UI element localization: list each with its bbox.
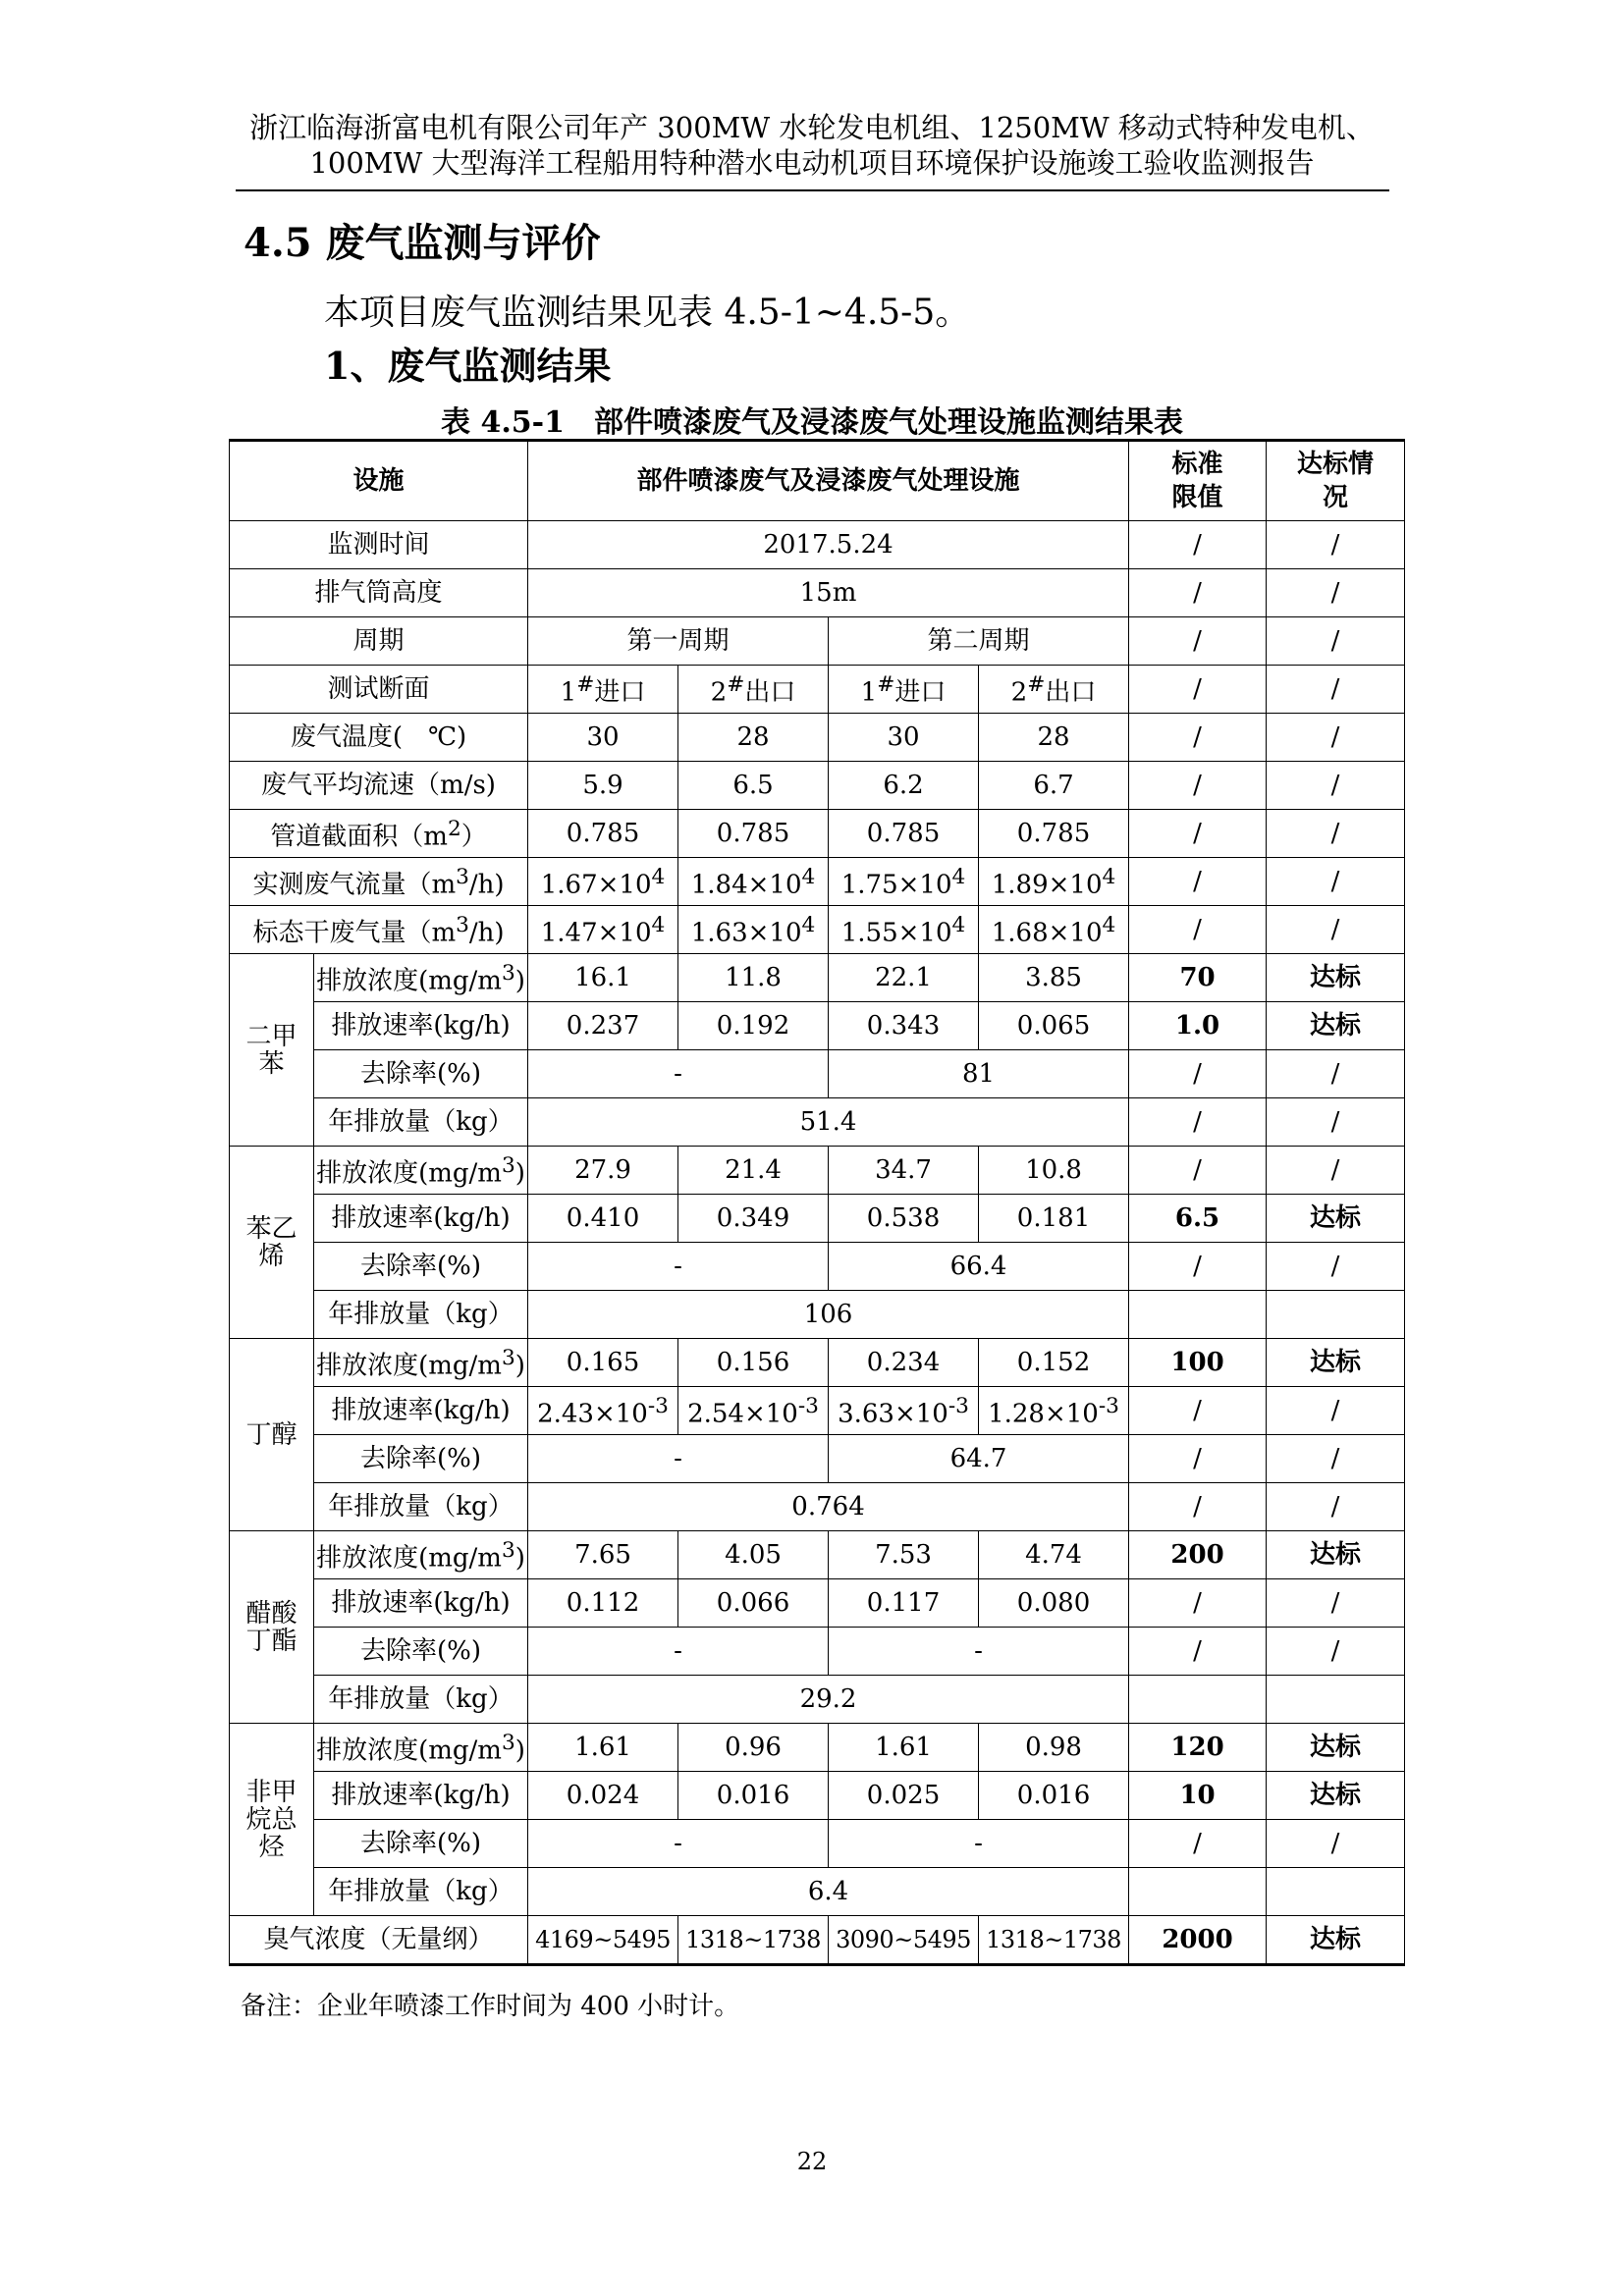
table-cell: / <box>1267 1147 1405 1195</box>
table-cell: / <box>1129 1050 1267 1098</box>
table-cell: $1.28\times 10^{-3}$ <box>979 1387 1129 1435</box>
table-row <box>230 1483 1405 1531</box>
table-cell: 年排放量（kg） <box>314 1868 528 1916</box>
table-cell: / <box>1129 1098 1267 1147</box>
table-row <box>230 1724 1405 1772</box>
table-cell: 0.98 <box>979 1724 1129 1772</box>
table-row <box>230 1339 1405 1387</box>
row-label-actual-flow: 实测废气流量$(m^3/h)$ <box>230 858 528 906</box>
table-cell: 0.156 <box>678 1339 829 1387</box>
table-cell: - <box>528 1243 829 1291</box>
table-cell <box>1267 1676 1405 1724</box>
table-cell: / <box>1267 521 1405 569</box>
table-cell: - <box>528 1435 829 1483</box>
table-cell: 去除率(%) <box>314 1435 528 1483</box>
row-label-area: 管道截面积$(m^2)$ <box>230 810 528 858</box>
table-cell: 51.4 <box>528 1098 1129 1147</box>
table-cell: 0.192 <box>678 1002 829 1050</box>
table-cell: 去除率(%) <box>314 1243 528 1291</box>
table-cell: 去除率(%) <box>314 1820 528 1868</box>
table-cell: 5.9 <box>528 762 678 810</box>
table-cell: 30 <box>829 714 979 762</box>
table-cell: 0.112 <box>528 1579 678 1628</box>
table-cell: / <box>1129 666 1267 714</box>
table-cell: 29.2 <box>528 1676 1129 1724</box>
monitoring-results-table <box>229 439 1405 1966</box>
table-cell: 22.1 <box>829 954 979 1002</box>
table-cell: 排放浓度$(mg/m^3)$ <box>314 1724 528 1772</box>
table-row <box>230 1291 1405 1339</box>
table-cell: 0.117 <box>829 1579 979 1628</box>
table-cell: 10 <box>1129 1772 1267 1820</box>
table-cell: 106 <box>528 1291 1129 1339</box>
table-cell: 第一周期 <box>528 617 829 666</box>
table-cell: / <box>1129 762 1267 810</box>
table-cell: 0.764 <box>528 1483 1129 1531</box>
table-cell: 4.74 <box>979 1531 1129 1579</box>
table-cell: / <box>1267 1387 1405 1435</box>
table-cell: 2017.5.24 <box>528 521 1129 569</box>
table-cell: 4.05 <box>678 1531 829 1579</box>
table-cell: - <box>528 1050 829 1098</box>
table-cell: 7.53 <box>829 1531 979 1579</box>
table-cell: / <box>1129 1820 1267 1868</box>
header-facility: 设施 <box>230 441 528 521</box>
table-row <box>230 1147 1405 1195</box>
table-cell: 达标 <box>1267 1195 1405 1243</box>
table-caption: 表 4.5-1 部件喷漆废气及浸漆废气处理设施监测结果表 <box>441 405 1183 440</box>
table-cell: 1#进口 <box>528 666 678 714</box>
table-cell: 0.066 <box>678 1579 829 1628</box>
table-cell: 1318~1738 <box>979 1916 1129 1965</box>
row-label-stack-height: 排气筒高度 <box>230 569 528 617</box>
table-cell: 1.0 <box>1129 1002 1267 1050</box>
table-cell: $3.63\times 10^{-3}$ <box>829 1387 979 1435</box>
table-cell: 排放速率(kg/h) <box>314 1772 528 1820</box>
table-cell: 27.9 <box>528 1147 678 1195</box>
table-cell: 0.785 <box>678 810 829 858</box>
intro-paragraph: 本项目废气监测结果见表 4.5-1~4.5-5。 <box>324 293 971 333</box>
subsection-title: 1、废气监测结果 <box>324 344 612 388</box>
table-cell: 0.538 <box>829 1195 979 1243</box>
table-row <box>230 1820 1405 1868</box>
table-cell: $2.43\times 10^{-3}$ <box>528 1387 678 1435</box>
table-cell: 6.5 <box>1129 1195 1267 1243</box>
table-cell: / <box>1129 1579 1267 1628</box>
table-cell: / <box>1129 858 1267 906</box>
table-row <box>230 569 1405 617</box>
table-cell: $1.68\times 10^4$ <box>979 906 1129 954</box>
table-cell: 0.025 <box>829 1772 979 1820</box>
table-cell: 15m <box>528 569 1129 617</box>
row-label-temperature: 废气温度( ℃) <box>230 714 528 762</box>
table-cell: 1.61 <box>829 1724 979 1772</box>
pollutant-styrene: 苯乙 烯 <box>230 1147 314 1339</box>
table-row <box>230 762 1405 810</box>
pollutant-nmhc: 非甲 烷总 烃 <box>230 1724 314 1916</box>
table-cell: 1.61 <box>528 1724 678 1772</box>
header-rule <box>236 189 1389 191</box>
table-cell: 0.080 <box>979 1579 1129 1628</box>
table-cell <box>1267 1868 1405 1916</box>
table-cell: 6.5 <box>678 762 829 810</box>
table-row <box>230 1916 1405 1965</box>
table-cell: 排放浓度$(mg/m^3)$ <box>314 954 528 1002</box>
table-cell: / <box>1267 1243 1405 1291</box>
table-cell: 排放浓度$(mg/m^3)$ <box>314 1531 528 1579</box>
table-cell: 0.343 <box>829 1002 979 1050</box>
table-cell: / <box>1129 1147 1267 1195</box>
table-row <box>230 1387 1405 1435</box>
table-cell: 年排放量（kg） <box>314 1291 528 1339</box>
table-cell: 0.181 <box>979 1195 1129 1243</box>
row-label-period: 周期 <box>230 617 528 666</box>
header-standard-limit: 标准 限值 <box>1129 441 1267 521</box>
table-cell: 年排放量（kg） <box>314 1676 528 1724</box>
table-cell: 81 <box>829 1050 1129 1098</box>
table-cell: / <box>1129 1243 1267 1291</box>
table-cell: 11.8 <box>678 954 829 1002</box>
header-line-1: 浙江临海浙富电机有限公司年产 300MW 水轮发电机组、1250MW 移动式特种发电机、 <box>249 111 1375 144</box>
table-cell: 28 <box>979 714 1129 762</box>
table-cell: 7.65 <box>528 1531 678 1579</box>
table-cell: / <box>1267 762 1405 810</box>
table-cell: - <box>528 1820 829 1868</box>
table-cell: 30 <box>528 714 678 762</box>
table-note: 备注：企业年喷漆工作时间为 400 小时计。 <box>241 1992 740 2021</box>
table-header-row <box>230 441 1405 521</box>
table-cell: 21.4 <box>678 1147 829 1195</box>
table-cell: 排放速率(kg/h) <box>314 1002 528 1050</box>
table-cell: 6.4 <box>528 1868 1129 1916</box>
table-cell: 0.016 <box>678 1772 829 1820</box>
table-cell: / <box>1129 1628 1267 1676</box>
table-cell: 0.152 <box>979 1339 1129 1387</box>
table-cell: 120 <box>1129 1724 1267 1772</box>
table-cell: 0.234 <box>829 1339 979 1387</box>
table-cell: / <box>1267 906 1405 954</box>
table-cell: / <box>1267 666 1405 714</box>
table-cell: 64.7 <box>829 1435 1129 1483</box>
table-row <box>230 906 1405 954</box>
table-cell: / <box>1129 521 1267 569</box>
table-row <box>230 1628 1405 1676</box>
table-cell: 0.349 <box>678 1195 829 1243</box>
table-cell: $1.84\times 10^4$ <box>678 858 829 906</box>
table-row <box>230 1868 1405 1916</box>
table-cell: - <box>528 1628 829 1676</box>
table-cell: / <box>1129 1387 1267 1435</box>
table-cell: / <box>1267 1628 1405 1676</box>
section-title: 4.5 废气监测与评价 <box>244 220 601 266</box>
table-cell: 4169~5495 <box>528 1916 678 1965</box>
table-cell: 达标 <box>1267 1002 1405 1050</box>
table-cell: 排放速率(kg/h) <box>314 1195 528 1243</box>
table-row <box>230 714 1405 762</box>
table-cell: 达标 <box>1267 1724 1405 1772</box>
table-cell: 100 <box>1129 1339 1267 1387</box>
header-compliance: 达标情 况 <box>1267 441 1405 521</box>
table-cell: $1.67\times 10^4$ <box>528 858 678 906</box>
table-row <box>230 1676 1405 1724</box>
row-label-odor: 臭气浓度（无量纲） <box>230 1916 528 1965</box>
table-cell: 去除率(%) <box>314 1628 528 1676</box>
table-cell: 达标 <box>1267 954 1405 1002</box>
table-cell: $2.54\times 10^{-3}$ <box>678 1387 829 1435</box>
table-cell: / <box>1267 617 1405 666</box>
table-cell: 0.024 <box>528 1772 678 1820</box>
table-row <box>230 617 1405 666</box>
table-cell: 排放速率(kg/h) <box>314 1579 528 1628</box>
table-cell: 2000 <box>1129 1916 1267 1965</box>
table-row <box>230 1579 1405 1628</box>
table-cell: / <box>1267 1050 1405 1098</box>
table-cell <box>1129 1291 1267 1339</box>
table-cell: / <box>1129 569 1267 617</box>
table-cell <box>1267 1291 1405 1339</box>
table-cell: 1318~1738 <box>678 1916 829 1965</box>
table-cell: 2#出口 <box>678 666 829 714</box>
table-row <box>230 1050 1405 1098</box>
table-cell: $1.47\times 10^4$ <box>528 906 678 954</box>
table-row <box>230 1002 1405 1050</box>
table-cell: 达标 <box>1267 1339 1405 1387</box>
table-cell: 达标 <box>1267 1916 1405 1965</box>
table-cell: 3090~5495 <box>829 1916 979 1965</box>
table-cell: $1.55\times 10^4$ <box>829 906 979 954</box>
table-cell: / <box>1267 1579 1405 1628</box>
table-cell: / <box>1267 810 1405 858</box>
table-cell: / <box>1267 1483 1405 1531</box>
table-cell <box>1129 1676 1267 1724</box>
table-row <box>230 1243 1405 1291</box>
table-cell: 排放浓度$(mg/m^3)$ <box>314 1339 528 1387</box>
table-row <box>230 666 1405 714</box>
table-cell: 3.85 <box>979 954 1129 1002</box>
table-cell: 10.8 <box>979 1147 1129 1195</box>
table-cell: 28 <box>678 714 829 762</box>
table-cell: 0.785 <box>528 810 678 858</box>
table-row <box>230 521 1405 569</box>
table-cell: 34.7 <box>829 1147 979 1195</box>
table-cell: 16.1 <box>528 954 678 1002</box>
table-cell: 0.165 <box>528 1339 678 1387</box>
row-label-std-flow: 标态干废气量$(m^3/h)$ <box>230 906 528 954</box>
table-cell: 达标 <box>1267 1772 1405 1820</box>
table-row <box>230 1435 1405 1483</box>
table-cell <box>1129 1868 1267 1916</box>
table-cell: $1.89\times 10^4$ <box>979 858 1129 906</box>
pollutant-butanol: 丁醇 <box>230 1339 314 1531</box>
pollutant-xylene: 二甲 苯 <box>230 954 314 1147</box>
table-cell: $1.63\times 10^4$ <box>678 906 829 954</box>
table-row <box>230 858 1405 906</box>
table-cell: - <box>829 1820 1129 1868</box>
table-cell: 70 <box>1129 954 1267 1002</box>
table-row <box>230 1195 1405 1243</box>
table-cell: 0.016 <box>979 1772 1129 1820</box>
table-cell: / <box>1267 1098 1405 1147</box>
page-number: 22 <box>796 2148 828 2175</box>
table-cell: / <box>1267 714 1405 762</box>
table-cell: / <box>1129 1435 1267 1483</box>
document-header <box>0 110 1624 181</box>
table-cell: 2#出口 <box>979 666 1129 714</box>
table-cell: / <box>1129 906 1267 954</box>
table-cell: 0.410 <box>528 1195 678 1243</box>
table-cell: / <box>1129 810 1267 858</box>
table-cell: 排放速率(kg/h) <box>314 1387 528 1435</box>
table-cell: 6.7 <box>979 762 1129 810</box>
table-cell: 年排放量（kg） <box>314 1483 528 1531</box>
pollutant-butyl-acetate: 醋酸 丁酯 <box>230 1531 314 1724</box>
table-cell: 0.96 <box>678 1724 829 1772</box>
table-cell: 200 <box>1129 1531 1267 1579</box>
table-row <box>230 1772 1405 1820</box>
table-cell: 6.2 <box>829 762 979 810</box>
table-cell: / <box>1267 1820 1405 1868</box>
table-row <box>230 1098 1405 1147</box>
table-cell: / <box>1267 858 1405 906</box>
table-row <box>230 810 1405 858</box>
table-cell: 去除率(%) <box>314 1050 528 1098</box>
table-cell: 0.237 <box>528 1002 678 1050</box>
table-cell: 年排放量（kg） <box>314 1098 528 1147</box>
table-cell: 排放浓度$(mg/m^3)$ <box>314 1147 528 1195</box>
table-cell: 0.785 <box>829 810 979 858</box>
table-row <box>230 954 1405 1002</box>
table-row <box>230 1531 1405 1579</box>
table-cell: - <box>829 1628 1129 1676</box>
table-cell: / <box>1129 617 1267 666</box>
table-cell: 达标 <box>1267 1531 1405 1579</box>
table-cell: $1.75\times 10^4$ <box>829 858 979 906</box>
table-cell: 第二周期 <box>829 617 1129 666</box>
table-cell: 0.065 <box>979 1002 1129 1050</box>
table-cell: / <box>1267 1435 1405 1483</box>
row-label-velocity: 废气平均流速（m/s) <box>230 762 528 810</box>
header-facility-name: 部件喷漆废气及浸漆废气处理设施 <box>528 441 1129 521</box>
table-cell: / <box>1129 1483 1267 1531</box>
header-line-2: 100MW 大型海洋工程船用特种潜水电动机项目环境保护设施竣工验收监测报告 <box>309 146 1315 180</box>
table-cell: 1#进口 <box>829 666 979 714</box>
table-cell: 0.785 <box>979 810 1129 858</box>
row-label-test-section: 测试断面 <box>230 666 528 714</box>
table-cell: 66.4 <box>829 1243 1129 1291</box>
row-label-monitor-time: 监测时间 <box>230 521 528 569</box>
table-cell: / <box>1267 569 1405 617</box>
table-cell: / <box>1129 714 1267 762</box>
